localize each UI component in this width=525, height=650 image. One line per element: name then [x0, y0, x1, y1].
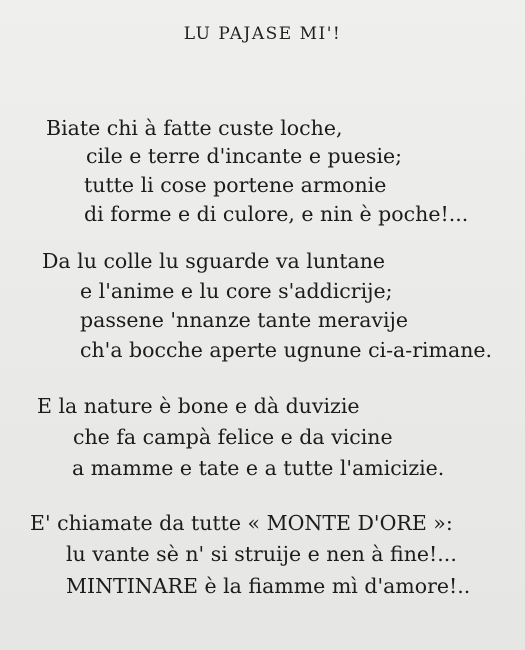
poem-line: che fa campà felice e da vicine — [73, 425, 393, 449]
poem-line: Biate chi à fatte custe loche, — [46, 116, 343, 140]
poem-line: a mamme e tate e a tutte l'amicizie. — [72, 456, 445, 480]
poem-line: cile e terre d'incante e puesie; — [86, 144, 403, 168]
poem-title: LU PAJASE MI'! — [183, 24, 342, 44]
poem-line: e l'anime e lu core s'addicrije; — [80, 279, 393, 303]
poem-line: E' chiamate da tutte « MONTE D'ORE »: — [30, 511, 453, 535]
poem-line: lu vante sè n' si struije e nen à fine!... — [66, 542, 457, 566]
poem-line: E la nature è bone e dà duvizie — [37, 394, 360, 418]
poem-line: tutte li cose portene armonie — [84, 173, 387, 197]
poem-line: di forme e di culore, e nin è poche!... — [84, 202, 469, 226]
poem-line: ch'a bocche aperte ugnune ci-a-rimane. — [80, 338, 493, 362]
poem-line: Da lu colle lu sguarde va luntane — [42, 249, 386, 273]
poem-line: MINTINARE è la fiamme mì d'amore!.. — [66, 574, 471, 598]
poem-line: passene 'nnanze tante meravije — [80, 308, 409, 332]
